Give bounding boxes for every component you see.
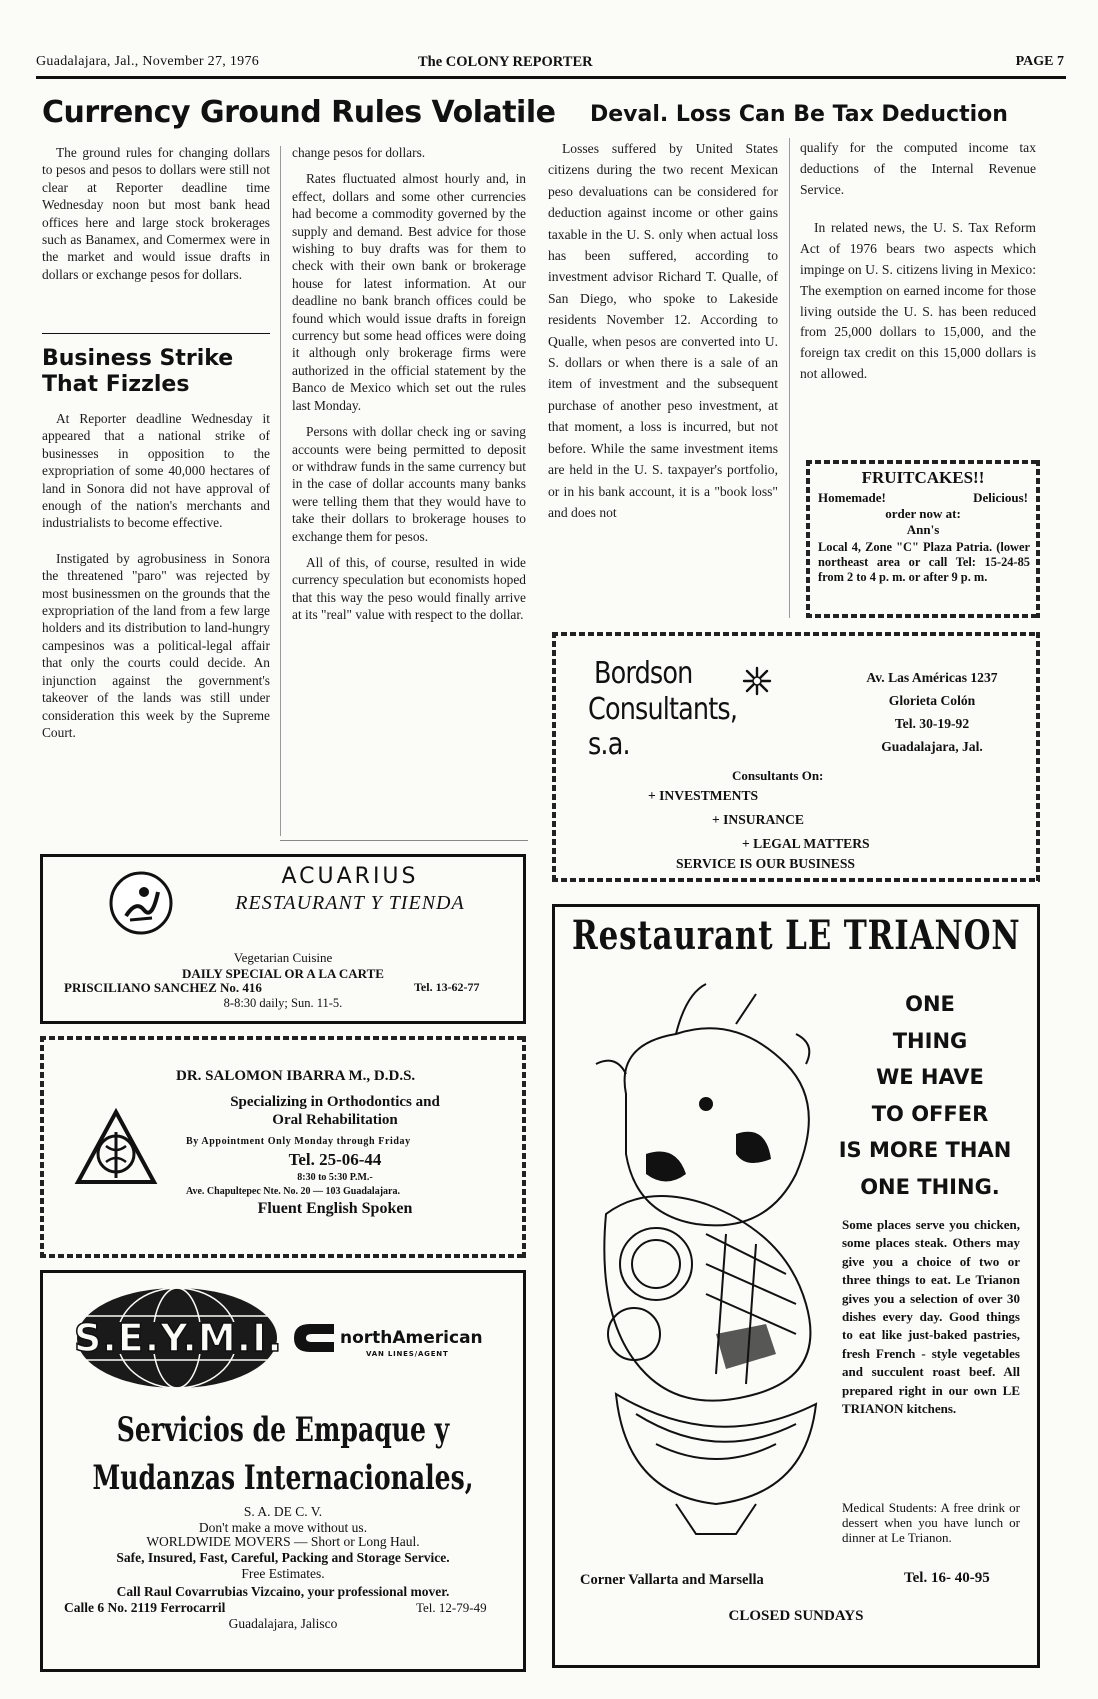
bordson-city: Guadalajara, Jal. (881, 739, 983, 754)
fruitcakes-anns: Ann's (906, 522, 940, 537)
acuarius-address: PRISCILIANO SANCHEZ No. 416 (64, 980, 262, 995)
dentist-name: DR. SALOMON IBARRA M., D.D.S. (176, 1068, 416, 1084)
trianon-students: Medical Students: A free drink or dessert when you have lunch or dinner at Le Trianon. (842, 1500, 1020, 1545)
bordson-ad (552, 632, 1040, 884)
seymi-line-2: WORLDWIDE MOVERS — Short or Long Haul. (146, 1534, 420, 1549)
trianon-tel: Tel. 16- 40-95 (904, 1570, 990, 1586)
slogan-line: TO OFFER (871, 1101, 989, 1126)
bordson-logo (588, 656, 808, 762)
fruitcakes-homemade: Homemade! (818, 490, 886, 505)
deval-column-1 (548, 138, 778, 523)
northamerican-name: northAmerican (340, 1328, 483, 1348)
acuarius-cuisine: Vegetarian Cuisine (233, 950, 333, 965)
bordson-item-investments: + INVESTMENTS (648, 788, 759, 803)
bordson-glorieta: Glorieta Colón (888, 693, 976, 708)
strike-body (42, 410, 270, 741)
food-illustration-icon (586, 974, 846, 1554)
fruitcakes-title: FRUITCAKES!! (861, 468, 985, 487)
header-rule (36, 76, 1066, 79)
bordson-address (842, 666, 1022, 758)
acuarius-logo-icon (108, 870, 174, 936)
paragraph: All of this, of course, resulted in wide currency speculation but economists hoped that this way the peso would finally arrive at its "real" value with respect to the dollar. (292, 554, 526, 623)
globe-logo-icon (74, 1286, 283, 1390)
trianon-closed: CLOSED SUNDAYS (728, 1608, 864, 1624)
page-number: PAGE 7 (1015, 54, 1064, 69)
seymi-headline-2: Mudanzas Internacionales, (92, 1458, 474, 1498)
trianon-address: Corner Vallarta and Marsella (580, 1572, 764, 1588)
dateline: Guadalajara, Jal., November 27, 1976 (36, 54, 260, 69)
seymi-tel: Tel. 12-79-49 (416, 1600, 487, 1615)
seymi-city: Guadalajara, Jalisco (228, 1616, 338, 1631)
seymi-logo-text: S.E.Y.M.I. (74, 1316, 283, 1360)
bordson-consultants-on: Consultants On: (732, 768, 824, 783)
bordson-tagline: SERVICE IS OUR BUSINESS (676, 856, 855, 871)
fruitcakes-ad (806, 460, 1040, 620)
slogan-line: WE HAVE (876, 1065, 984, 1089)
paragraph: Losses suffered by United States citizens during the two recent Mexican peso devaluations can be considered for deduction against income or other gains taxable in the U. S. only when actual loss has been suffered, according to investment advisor Richard T. Qualle, of San Diego, who spoke to Lakeside residents November 12. According to Qualle, when pesos are converted into U. S. dollars or when there is a sale of an item of investment and the subsequent purchase of another peso investment, at that moment, a loss is incurred, but not before. While the same investment items are held in the U. S. taxpayer's portfolio, or in his bank account, it is a "book loss" and does not (548, 141, 778, 520)
seymi-line-4: Free Estimates. (241, 1566, 325, 1581)
northamerican-arrow-icon (292, 1322, 336, 1354)
dentist-hours: 8:30 to 5:30 P.M.- (297, 1172, 373, 1183)
paragraph: At Reporter deadline Wednesday it appeared that a national strike of businesses in opposition to the expropriation of some 40,000 hectares of land in Sonora did not have approval of enough of the nation's merchants and industrialists to become effective. (42, 411, 270, 531)
dentist-appointment: By Appointment Only Monday through Friday (186, 1136, 411, 1147)
fruitcakes-delicious: Delicious! (973, 490, 1028, 505)
acuarius-tel: Tel. 13-62-77 (414, 980, 480, 994)
paragraph: In related news, the U. S. Tax Reform Act of 1976 bears two aspects which impinge on U. S. citizens living in Mexico: The exemption on earned income for those living outside the U. S. has been reduced from 25,000 dollars to 15,000, and the foreign tax credit on this 15,000 dollars is not allowed. (800, 220, 1036, 381)
currency-column-2 (292, 144, 526, 624)
seymi-line-1: Don't make a move without us. (198, 1520, 368, 1535)
page-header (36, 52, 1066, 74)
seymi-address: Calle 6 No. 2119 Ferrocarril (64, 1600, 226, 1615)
dentist-tel: Tel. 25-06-44 (288, 1150, 382, 1169)
bordson-logo-bottom: Consultants, s.a. (588, 692, 738, 762)
strike-title: Business Strike That Fizzles (42, 346, 234, 397)
bordson-street: Av. Las Américas 1237 (866, 670, 998, 685)
dentist-spec-1: Specializing in Orthodontics and (230, 1094, 440, 1110)
trianon-slogan (830, 986, 1030, 1205)
dentist-address: Ave. Chapultepec Nte. No. 20 — 103 Guadalajara. (186, 1186, 400, 1197)
acuarius-name: ACUARIUS (281, 864, 419, 889)
bordson-item-legal: + LEGAL MATTERS (742, 836, 870, 851)
northamerican-sub: VAN LINES/AGENT (366, 1350, 449, 1358)
deval-title: Deval. Loss Can Be Tax Deduction (590, 102, 1008, 127)
bordson-item-insurance: + INSURANCE (712, 812, 804, 827)
slogan-line: ONE THING. (860, 1174, 1000, 1199)
paragraph: Rates fluctuated almost hourly and, in effect, dollars and some other currencies had become a commodity governed by the supply and demand. Best advice for those wishing to buy drafts was for them to check with their own bank or brokerage house for latest information. At our deadline no bank branch offices could be found which would issue drafts in foreign currency but some head offices were doing it although only brokerage firms were authorized in the official statement by the Banco de Mexico which set out the rules last Monday. (292, 171, 526, 413)
seymi-sa: S. A. DE C. V. (243, 1504, 323, 1519)
currency-bottom-rule (280, 840, 528, 841)
caduceus-logo-icon (74, 1108, 158, 1186)
paragraph: Instigated by agrobusiness in Sonora the threatened "paro" was rejected by most businessmen on the grounds that the expropriation of the land from a few large holders and its distribution to land-hungry campesinos was a political-legal affair that only the courts could decide. An injunction against the government's takeover of the lands was still under consideration this week by the Supreme Court. (42, 550, 270, 740)
article-divider (42, 333, 270, 334)
paragraph: change pesos for dollars. (292, 145, 426, 160)
slogan-line: IS MORE THAN (838, 1138, 1012, 1162)
acuarius-hours: 8-8:30 daily; Sun. 11-5. (223, 996, 343, 1010)
bordson-logo-top: Bordson (594, 656, 693, 691)
paragraph: The ground rules for changing dollars to pesos and pesos to dollars were still not clear at Reporter deadline time Wednesday noon but most bank head offices here and large stock brokerages such as Banamex, and Comermex were in the market and would issue drafts in dollars or exchange pesos for dollars. (42, 145, 270, 282)
acuarius-daily: DAILY SPECIAL OR A LA CARTE (182, 966, 384, 981)
fruitcakes-address: Local 4, Zone "C" Plaza Patria. (lower northeast area or call Tel: 15-24-85 from 2 to 4 p. m. or after 9 p. m. (818, 540, 1030, 584)
seymi-headline-1: Servicios de Empaque y (116, 1410, 450, 1450)
paragraph: qualify for the computed income tax deductions of the Internal Revenue Service. (800, 140, 1036, 197)
paper-name: The COLONY REPORTER (418, 54, 593, 70)
dentist-english: Fluent English Spoken (257, 1200, 413, 1217)
slogan-line: THING (892, 1028, 968, 1053)
paragraph: Persons with dollar check ing or saving accounts were being permitted to deposit or withdraw funds in the same currency but in the case of dollar accounts many banks were telling them that they would have to take their dollars to brokerage houses to exchange them for pesos. (292, 424, 526, 544)
deval-column-divider (789, 138, 790, 618)
slogan-line: ONE (905, 992, 955, 1016)
seymi-line-5: Call Raul Covarrubias Vizcaino, your professional mover. (116, 1584, 450, 1599)
seymi-line-3: Safe, Insured, Fast, Careful, Packing and Storage Service. (116, 1550, 450, 1565)
deval-column-2 (800, 138, 1036, 385)
column-divider (280, 146, 281, 836)
article-currency-title: Currency Ground Rules Volatile (42, 95, 556, 130)
asterisk-logo-icon (742, 666, 772, 696)
trianon-title: Restaurant LE TRIANON (572, 912, 1021, 959)
currency-column-1 (42, 144, 270, 283)
fruitcakes-order: order now at: (885, 506, 961, 521)
bordson-tel: Tel. 30-19-92 (894, 716, 970, 731)
acuarius-sub: RESTAURANT Y TIENDA (235, 892, 465, 914)
trianon-body: Some places serve you chicken, some places steak. Others may give you a choice of two or three things to eat. Le Trianon gives you a selection of over 30 dishes every day. Good things to eat like just-baked pastries, fresh French - style vegetables and succulent roast beef. All prepared right in our own LE TRIANON kitchens. (842, 1217, 1020, 1417)
northamerican-logo (292, 1318, 512, 1368)
dentist-spec-2: Oral Rehabilitation (272, 1112, 398, 1128)
